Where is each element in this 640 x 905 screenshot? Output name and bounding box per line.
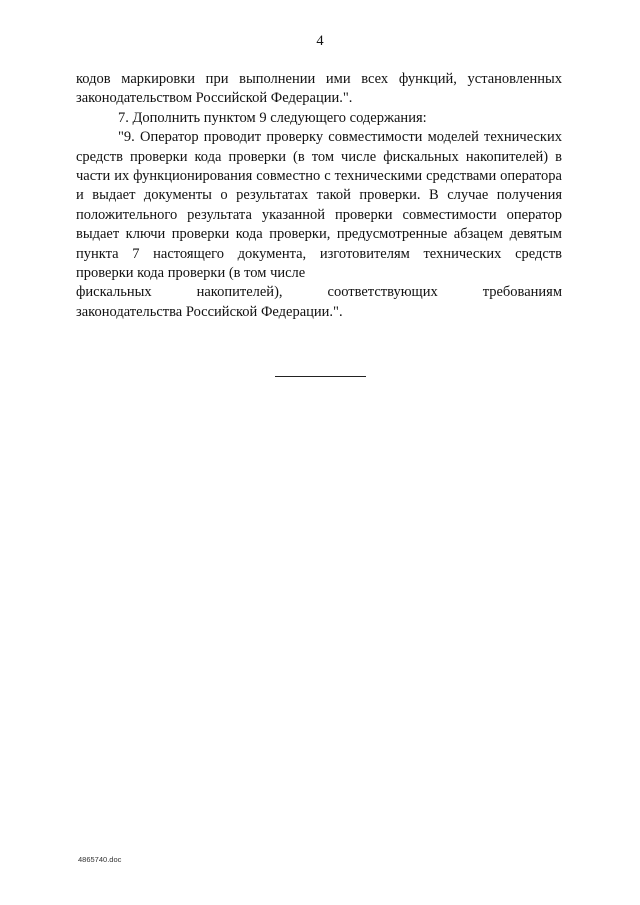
- page-number: 4: [316, 33, 324, 49]
- document-body: [76, 70, 562, 322]
- document-reference: 4865740.doc: [78, 855, 122, 864]
- continuation-paragraph: кодов маркировки при выполнении ими всех функций, установленных законодательством Российской Федерации.".: [76, 71, 562, 107]
- item-9-paragraph-end: законодательства Российской Федерации.".: [76, 303, 343, 320]
- section-separator: [275, 376, 366, 377]
- item-9-paragraph-line: фискальных накопителей), соответствующих требованиям: [76, 284, 562, 301]
- item-7-paragraph: 7. Дополнить пунктом 9 следующего содержания:: [118, 109, 427, 126]
- item-9-paragraph-main: "9. Оператор проводит проверку совместимости моделей технических средств проверки кода проверки (в том числе фискальных накопителей) в части их функционирования совместно с техническими средствами оператора и выдает документы о результатах такой проверки. В случае получения положительного результата указанной проверки совместимости оператор выдает ключи проверки кода проверки, предусмотренные абзацем девятым пункта 7 настоящего документа, изготовителям технических средств проверки кода проверки (в том числе: [76, 129, 562, 282]
